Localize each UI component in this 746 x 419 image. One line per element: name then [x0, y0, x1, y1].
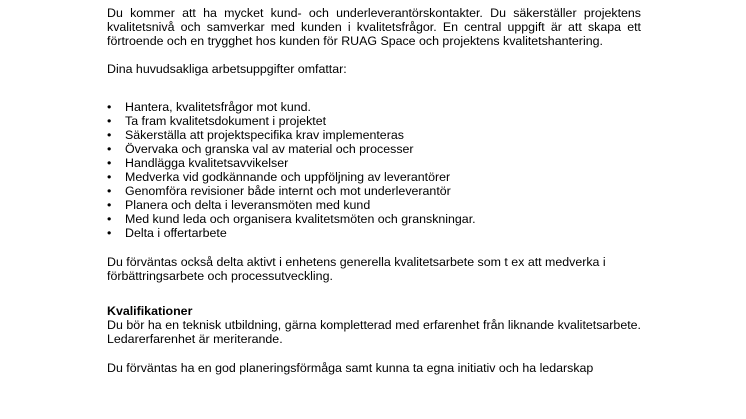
- task-list-item: [107, 114, 641, 128]
- bullet-icon: •: [107, 114, 112, 128]
- task-text: Hantera, kvalitetsfrågor mot kund.: [125, 100, 311, 114]
- qualifications-heading: Kvalifikationer: [107, 304, 193, 318]
- task-text: Handlägga kvalitetsavvikelser: [125, 156, 289, 170]
- task-text: Planera och delta i leveransmöten med kund: [125, 198, 371, 212]
- spacer: [107, 346, 641, 361]
- task-list-item: [107, 170, 641, 184]
- bullet-icon: •: [107, 198, 112, 212]
- task-text: Ta fram kvalitetsdokument i projektet: [125, 114, 327, 128]
- task-text: Med kund leda och organisera kvalitetsmöten och granskningar.: [125, 212, 476, 226]
- bullet-icon: •: [107, 128, 112, 142]
- spacer: [107, 283, 641, 298]
- bullet-icon: •: [107, 226, 112, 240]
- task-list-item: [107, 184, 641, 198]
- spacer: [107, 91, 641, 100]
- general-work-paragraph: Du förväntas också delta aktivt i enhetens generella kvalitetsarbete som t ex att medverka i förbättringsarbete och processutveckling.: [107, 255, 606, 283]
- task-text: Genomföra revisioner både internt och mot underleverantör: [125, 184, 451, 198]
- bullet-icon: •: [107, 100, 112, 114]
- task-text: Delta i offertarbete: [125, 226, 227, 240]
- bullet-icon: •: [107, 170, 112, 184]
- task-list-item: [107, 128, 641, 142]
- qualifications-text: Du bör ha en teknisk utbildning, gärna kompletterad med erfarenhet från liknande kvalitetsarbete. Ledarerfarenhet är meriterande.: [107, 318, 641, 346]
- task-list-item: [107, 226, 641, 240]
- task-list-item: [107, 198, 641, 212]
- spacer: [107, 240, 641, 255]
- task-list-item: [107, 142, 641, 156]
- bullet-icon: •: [107, 142, 112, 156]
- spacer: [107, 76, 641, 91]
- spacer: [107, 48, 641, 62]
- task-text: Övervaka och granska val av material och processer: [125, 142, 414, 156]
- task-list: [107, 100, 641, 240]
- bullet-icon: •: [107, 212, 112, 226]
- document-page: [107, 6, 641, 375]
- task-list-item: [107, 212, 641, 226]
- task-text: Medverka vid godkännande och uppföljning av leverantörer: [125, 170, 451, 184]
- bullet-icon: •: [107, 156, 112, 170]
- task-text: Säkerställa att projektspecifika krav implementeras: [125, 128, 404, 142]
- tasks-lead-text: Dina huvudsakliga arbetsuppgifter omfattar:: [107, 62, 347, 76]
- cut-off-paragraph: Du förväntas ha en god planeringsförmåga samt kunna ta egna initiativ och ha ledarskap: [107, 361, 594, 375]
- bullet-icon: •: [107, 184, 112, 198]
- task-list-item: [107, 156, 641, 170]
- task-list-item: [107, 100, 641, 114]
- intro-paragraph: Du kommer att ha mycket kund- och underleverantörskontakter. Du säkerställer projektens kvalitetsnivå och samverkar med kunden i kvalitetsfrågor. En central uppgift är att skapa ett förtroende och en trygghet hos kunden för RUAG Space och projektens kvalitetshantering.: [107, 6, 641, 48]
